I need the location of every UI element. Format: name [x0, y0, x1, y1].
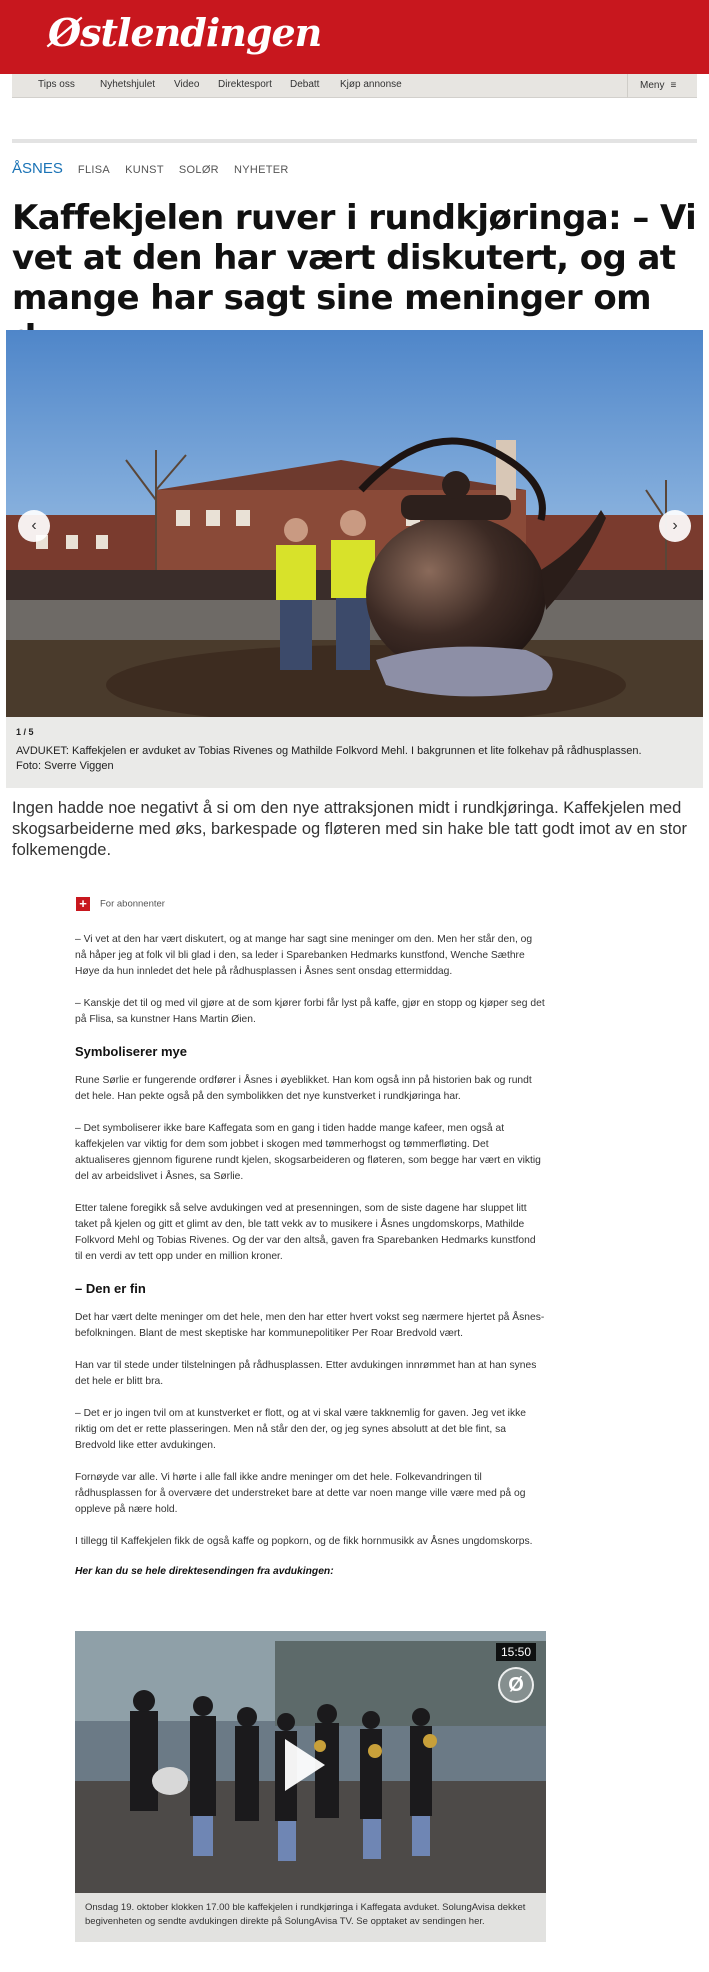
- subscriber-badge: [76, 897, 165, 911]
- tag-solor[interactable]: SOLØR: [178, 164, 219, 176]
- divider: [12, 139, 697, 143]
- play-icon[interactable]: [285, 1739, 325, 1791]
- video-player: [75, 1631, 546, 1942]
- nav-item-debatt[interactable]: Debatt: [290, 79, 320, 90]
- paragraph: – Kanskje det til og med vil gjøre at de som kjører forbi får lyst på kaffe, gjør en stopp og kjøper seg det på Flisa, sa kunstner Hans Martin Øien.: [75, 998, 545, 1025]
- paragraph: Han var til stede under tilstelningen på rådhusplassen. Etter avdukingen innrømmet han at han synes det hele er blitt bra.: [75, 1360, 537, 1387]
- nav-item-tips-oss[interactable]: Tips oss: [38, 79, 75, 90]
- paragraph: – Vi vet at den har vært diskutert, og at mange har sagt sine meninger om den. Men her står den, og nå håper jeg at folk vil bli glad i den, sa leder i Sparebanken Hedmarks kunstfond, Wenche Sæthre Høye da hun innledet det hele på rådhusplassen i Åsnes sent onsdag ettermiddag.: [75, 934, 533, 977]
- article-body: [75, 932, 545, 1593]
- article-lead: Ingen hadde noe negativt å si om den nye attraksjonen midt i rundkjøringa. Kaffekjelen med skogsarbeiderne med øks, barkespade og fløteren med sin hake ble tatt godt imot av en stor folkemengde.: [12, 799, 688, 859]
- nav-item-direktesport[interactable]: Direktesport: [218, 79, 272, 90]
- slideshow-counter: 1 / 5: [16, 727, 34, 737]
- tag-flisa[interactable]: FLISA: [77, 164, 110, 176]
- subheading: – Den er fin: [75, 1281, 146, 1296]
- video-caption: Onsdag 19. oktober klokken 17.00 ble kaffekjelen i rundkjøringa i Kaffegata avduket. SolungAvisa dekket begivenheten og sendte avdukingen direkte på SolungAvisa TV. Se opptaket av sendingen her.: [85, 1902, 526, 1927]
- nav-item-kjop-annonse[interactable]: Kjøp annonse: [340, 79, 402, 90]
- slideshow-next-button[interactable]: ›: [659, 510, 691, 542]
- site-header: [0, 0, 709, 74]
- caption-text: AVDUKET: Kaffekjelen er avduket av Tobias Rivenes og Mathilde Folkvord Mehl. I bakgrunnen et lite folkehav på rådhusplassen.: [16, 745, 642, 757]
- image-slideshow: [6, 330, 703, 788]
- article-headline: Kaffekjelen ruver i rundkjøringa: – Vi vet at den har vært diskutert, og at mange har sagt sine meninger om: [12, 198, 697, 318]
- plus-icon: +: [76, 897, 90, 911]
- article-tags: [12, 160, 301, 180]
- tag-nyheter[interactable]: NYHETER: [233, 164, 289, 176]
- paragraph: I tillegg til Kaffekjelen fikk de også kaffe og popkorn, og de fikk hornmusikk av Åsnes ungdomskorps.: [75, 1536, 533, 1547]
- subheading: Symboliserer mye: [75, 1044, 188, 1059]
- menu-button[interactable]: [627, 74, 697, 98]
- paragraph: Rune Sørlie er fungerende ordfører i Åsnes i øyeblikket. Han kom også inn på historien bak og rundt det hele. Han pekte også på den symbolikken det nye kunstverket i rundkjøringa har.: [75, 1075, 532, 1102]
- tag-asnes[interactable]: ÅSNES: [12, 160, 63, 177]
- slideshow-photo[interactable]: [6, 330, 703, 717]
- main-navigation: [12, 74, 697, 98]
- video-duration: 15:50: [496, 1643, 536, 1661]
- paragraph: Fornøyde var alle. Vi hørte i alle fall ikke andre meninger om det hele. Folkevandringen til rådhusplassen for å overvære det understreket bare at dette var noen mange ville være med på og oppleve på nære hold.: [75, 1472, 526, 1515]
- paragraph: – Det symboliserer ikke bare Kaffegata som en gang i tiden hadde mange kafeer, men også at kaffekjelen var viktig for dem som jobbet i skogen med tømmerhogst og tømmerfløting. Det aktualiseres gjennom figurene rundt kjelen, skogsarbeideren og fløteren, som begge har vært en viktig del av arbeidslivet i Åsnes, sa Sørlie.: [75, 1123, 541, 1182]
- video-intro: Her kan du se hele direktesendingen fra avdukingen:: [75, 1566, 334, 1577]
- menu-label: Meny: [640, 80, 665, 91]
- nav-item-video[interactable]: Video: [174, 79, 200, 90]
- slideshow-caption: [16, 744, 696, 774]
- slideshow-prev-button[interactable]: ‹: [18, 510, 50, 542]
- paragraph: – Det er jo ingen tvil om at kunstverket er flott, og at vi skal være takknemlig for gaven. Jeg vet ikke riktig om det er rette plasseringen. Men nå står den der, og jeg synes absolutt at det ble fint, sa Bredvold like etter avdukingen.: [75, 1408, 526, 1451]
- hamburger-icon: ≡: [670, 80, 677, 91]
- paragraph: Det har vært delte meninger om det hele, men den har etter hvert vokst seg nærmere hjertet på Åsnes-befolkningen. Blant de mest skeptiske har kommunepolitiker Per Roar Bredvold vært.: [75, 1312, 545, 1339]
- tag-kunst[interactable]: KUNST: [125, 164, 164, 176]
- subscriber-label: For abonnenter: [100, 898, 165, 910]
- channel-logo-icon: Ø: [498, 1667, 534, 1703]
- video-frame[interactable]: [75, 1631, 546, 1893]
- paragraph: Etter talene foregikk så selve avdukingen ved at presenningen, som de siste dagene har sluppet litt taket på kjelen og gitt et glimt av den, ble tatt vekk av to musikere i Åsnes ungdomskorps, Mathilde Folkvord Mehl og Tobias Rivenes. Og der var den altså, gaven fra Sparebanken Hedmarks kunstfond til en verdi av tett opp under en million kroner.: [75, 1203, 536, 1262]
- site-logo[interactable]: Østlendingen: [48, 10, 322, 55]
- nav-item-nyhetshjulet[interactable]: Nyhetshjulet: [100, 79, 156, 90]
- photo-credit: Foto: Sverre Viggen: [16, 760, 114, 772]
